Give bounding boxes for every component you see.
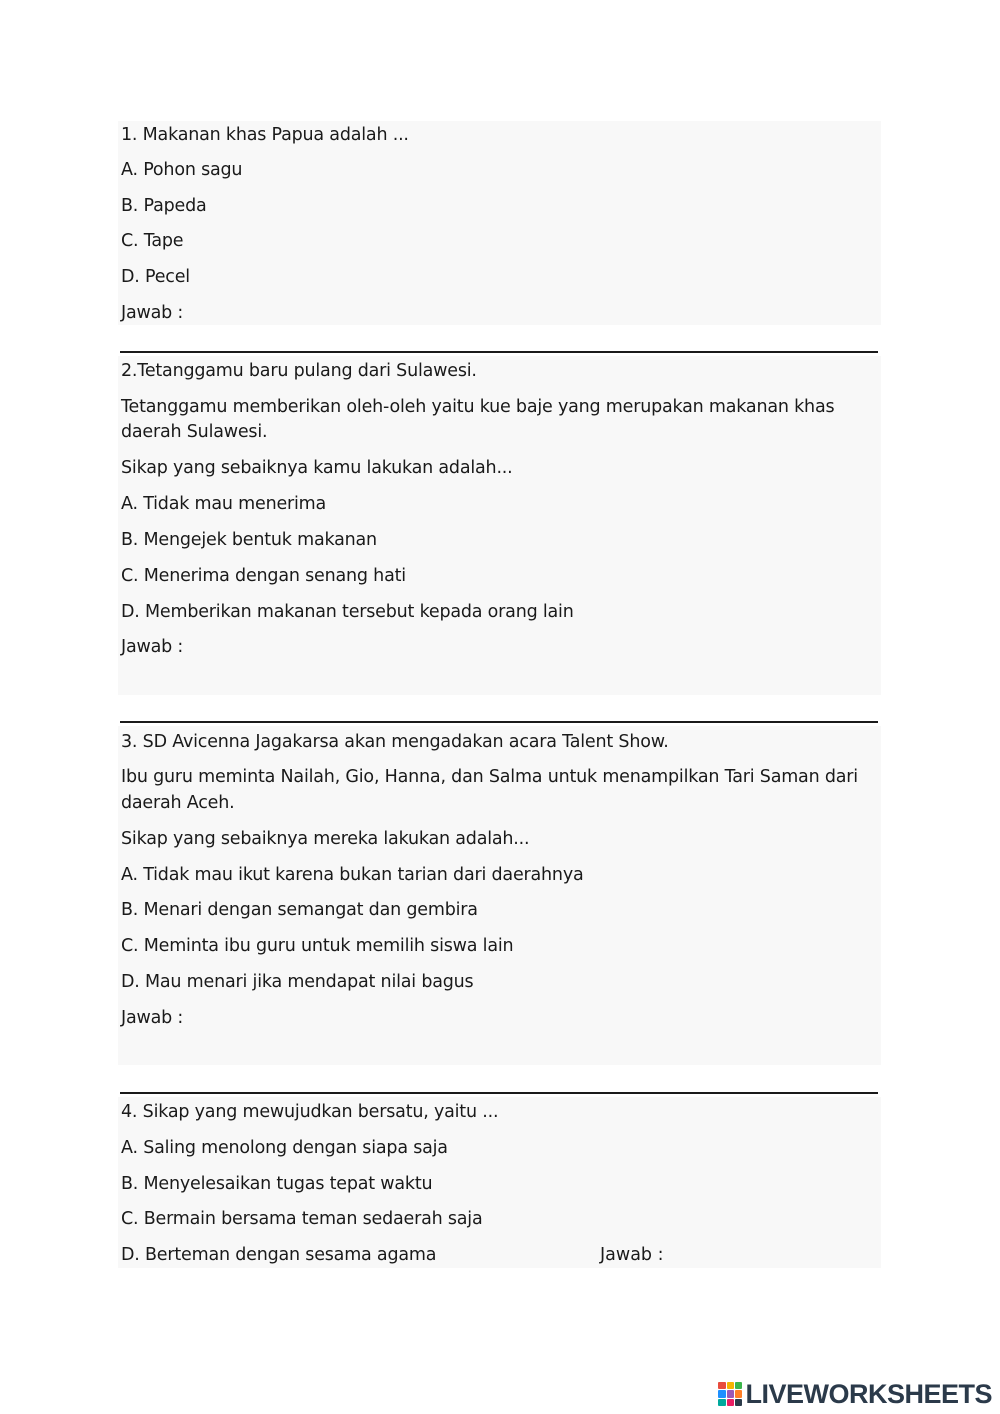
question-1-option-b: B. Papeda bbox=[121, 196, 207, 216]
question-2-option-b: B. Mengejek bentuk makanan bbox=[121, 530, 377, 550]
question-2-text: 2.Tetanggamu baru pulang dari Sulawesi. bbox=[121, 361, 477, 381]
question-1-option-d: D. Pecel bbox=[121, 267, 190, 287]
question-2-prompt: Sikap yang sebaiknya kamu lakukan adalah... bbox=[121, 458, 513, 478]
question-3-prompt: Sikap yang sebaiknya mereka lakukan adalah... bbox=[121, 829, 530, 849]
question-3-option-a: A. Tidak mau ikut karena bukan tarian dari daerahnya bbox=[121, 865, 584, 885]
question-2-context-line-1: Tetanggamu memberikan oleh-oleh yaitu kue baje yang merupakan makanan khas bbox=[121, 397, 835, 417]
question-4-option-c: C. Bermain bersama teman sedaerah saja bbox=[121, 1209, 483, 1229]
question-3-option-d: D. Mau menari jika mendapat nilai bagus bbox=[121, 972, 474, 992]
logo-square-9 bbox=[735, 1399, 742, 1406]
question-2-block bbox=[118, 356, 881, 695]
logo-square-6 bbox=[735, 1390, 742, 1397]
question-3-option-c: C. Meminta ibu guru untuk memilih siswa lain bbox=[121, 936, 514, 956]
divider-2 bbox=[120, 721, 878, 723]
question-1-answer-label: Jawab : bbox=[121, 303, 184, 323]
question-3-answer-label: Jawab : bbox=[121, 1008, 184, 1028]
question-2-option-c: C. Menerima dengan senang hati bbox=[121, 566, 406, 586]
question-3-context-line-1: Ibu guru meminta Nailah, Gio, Hanna, dan Salma untuk menampilkan Tari Saman dari bbox=[121, 767, 858, 787]
question-4-block bbox=[118, 1097, 881, 1268]
question-2-answer-label: Jawab : bbox=[121, 637, 184, 657]
liveworksheets-logo bbox=[718, 1374, 992, 1414]
liveworksheets-logo-icon bbox=[718, 1382, 742, 1406]
question-2-option-d: D. Memberikan makanan tersebut kepada orang lain bbox=[121, 602, 574, 622]
logo-square-4 bbox=[718, 1390, 725, 1397]
question-4-text: 4. Sikap yang mewujudkan bersatu, yaitu ... bbox=[121, 1102, 499, 1122]
question-1-option-a: A. Pohon sagu bbox=[121, 160, 243, 180]
question-4-option-b: B. Menyelesaikan tugas tepat waktu bbox=[121, 1174, 433, 1194]
logo-square-1 bbox=[718, 1382, 725, 1389]
logo-square-3 bbox=[735, 1382, 742, 1389]
question-3-block bbox=[118, 726, 881, 1065]
question-3-text: 3. SD Avicenna Jagakarsa akan mengadakan acara Talent Show. bbox=[121, 732, 669, 752]
question-1-block bbox=[118, 121, 881, 325]
question-4-answer-label: Jawab : bbox=[600, 1245, 664, 1265]
divider-3 bbox=[120, 1092, 878, 1094]
question-4-option-d: D. Berteman dengan sesama agama bbox=[121, 1245, 437, 1265]
question-4-option-a: A. Saling menolong dengan siapa saja bbox=[121, 1138, 448, 1158]
question-2-option-a: A. Tidak mau menerima bbox=[121, 494, 327, 514]
question-3-option-b: B. Menari dengan semangat dan gembira bbox=[121, 900, 478, 920]
liveworksheets-logo-text: LIVEWORKSHEETS bbox=[745, 1378, 992, 1409]
question-1-text: 1. Makanan khas Papua adalah ... bbox=[121, 125, 409, 145]
question-1-option-c: C. Tape bbox=[121, 231, 184, 251]
question-3-context-line-2: daerah Aceh. bbox=[121, 793, 235, 813]
logo-square-2 bbox=[727, 1382, 734, 1389]
logo-square-5 bbox=[727, 1390, 734, 1397]
logo-square-7 bbox=[718, 1399, 725, 1406]
divider-1 bbox=[120, 351, 878, 353]
question-2-context-line-2: daerah Sulawesi. bbox=[121, 422, 268, 442]
logo-square-8 bbox=[727, 1399, 734, 1406]
